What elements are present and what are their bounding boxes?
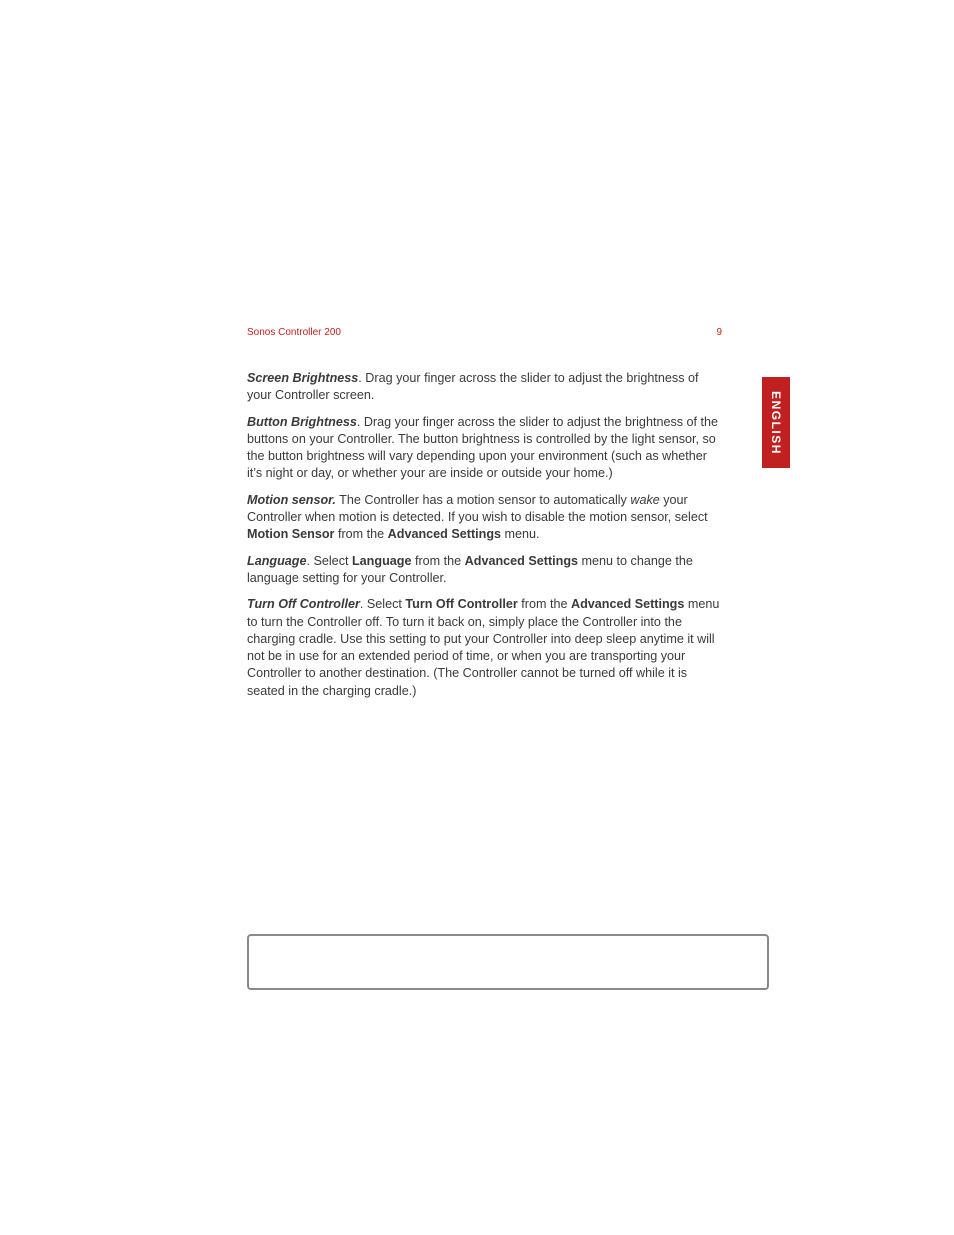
document-title: Sonos Controller 200 bbox=[247, 327, 341, 338]
text: . Select bbox=[359, 597, 406, 612]
term-turn-off-controller: Turn Off Controller bbox=[247, 597, 360, 612]
text: . Drag your finger across the slider to adjust the brightness of your Controller screen. bbox=[247, 371, 699, 403]
text: from the bbox=[334, 527, 388, 542]
text: . Select bbox=[306, 553, 352, 568]
language-tab-label: ENGLISH bbox=[769, 390, 783, 455]
paragraph-turn-off-controller bbox=[247, 596, 725, 700]
paragraph-motion-sensor bbox=[247, 492, 725, 544]
text: . Drag your finger across the slider to adjust the brightness of the buttons on your Controller. The button brightness is controlled by the light sensor, so the button brightness will vary depending upon your environment (such as whether it’s night or day, or whether your are inside or outside your home.) bbox=[247, 414, 719, 481]
ui-advanced-settings: Advanced Settings bbox=[571, 597, 685, 612]
running-header bbox=[247, 327, 722, 343]
ui-language: Language bbox=[351, 553, 412, 568]
language-tab bbox=[762, 377, 790, 468]
emphasis-wake: wake bbox=[630, 492, 660, 507]
text: menu. bbox=[501, 527, 540, 542]
text: menu to turn the Controller off. To turn it back on, simply place the Controller into the charging cradle. Use this setting to put your Controller into deep sleep anytime it will not be in use for an extended period of time, or when you are transporting your Controller to another destination. (The Controller cannot be turned off while it is seated in the charging cradle.) bbox=[247, 597, 720, 698]
paragraph-language bbox=[247, 553, 725, 588]
paragraph-button-brightness bbox=[247, 414, 725, 483]
ui-turn-off-controller: Turn Off Controller bbox=[405, 597, 518, 612]
text: The Controller has a motion sensor to automatically bbox=[335, 492, 631, 507]
text: your Controller when motion is detected. If you wish to disable the motion sensor, select bbox=[247, 492, 708, 525]
ui-advanced-settings: Advanced Settings bbox=[464, 553, 579, 568]
page-number: 9 bbox=[716, 327, 722, 338]
term-language: Language bbox=[247, 553, 307, 568]
text: from the bbox=[517, 597, 571, 612]
ui-motion-sensor: Motion Sensor bbox=[247, 527, 335, 542]
term-motion-sensor: Motion sensor. bbox=[247, 492, 336, 507]
body-content bbox=[247, 370, 725, 709]
term-button-brightness: Button Brightness bbox=[247, 414, 357, 429]
ui-advanced-settings: Advanced Settings bbox=[387, 527, 502, 542]
term-screen-brightness: Screen Brightness bbox=[247, 371, 359, 385]
empty-note-box bbox=[247, 934, 769, 990]
text: menu to change the language setting for your Controller. bbox=[247, 553, 693, 585]
paragraph-screen-brightness bbox=[247, 370, 725, 405]
text: from the bbox=[411, 553, 465, 568]
